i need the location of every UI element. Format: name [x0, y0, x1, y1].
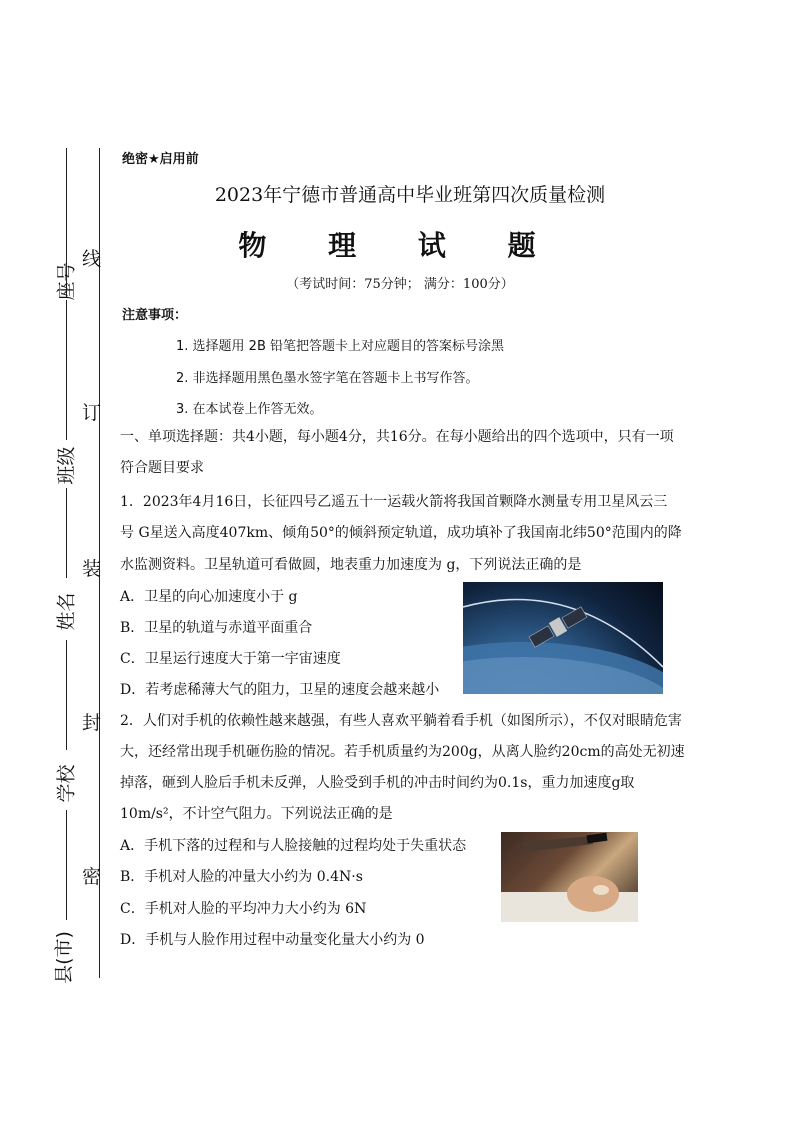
field-class-label: 班级 — [55, 446, 78, 485]
binding-char-ding: 订 — [82, 402, 102, 424]
q2-line: 2．人们对手机的依赖性越来越强，有些人喜欢平躺着看手机（如图所示），不仅对眼睛危害 — [120, 713, 682, 729]
q2-option-c: C．手机对人脸的平均冲力大小约为 6N — [120, 901, 367, 917]
section-text: 一、单项选择题：共4小题，每小题4分，共16分。在每小题给出的四个选项中，只有一项符合题目要求 — [120, 429, 674, 476]
name-blank-line — [66, 488, 67, 578]
q2-option-d: D．手机与人脸作用过程中动量变化量大小约为 0 — [120, 932, 425, 948]
q1-line: 水监测资料。卫星轨道可看做圆，地表重力加速度为 g，下列说法正确的是 — [120, 557, 582, 573]
q1-line: 1．2023年4月16日，长征四号乙遥五十一运载火箭将我国首颗降水测量专用卫星风云三 — [120, 494, 668, 510]
phone-lying-image — [501, 832, 638, 922]
school-blank-line — [66, 640, 67, 750]
subject-title: 物 理 试 题 — [238, 229, 562, 262]
binding-char-feng: 封 — [82, 712, 102, 734]
q2-line: 10m/s²，不计空气阻力。下列说法正确的是 — [120, 806, 393, 822]
q1-line: 号 G星送入高度407km、倾角50°的倾斜预定轨道，成功填补了我国南北纬50°范围内的降 — [120, 525, 682, 541]
satellite-image — [463, 582, 663, 694]
person-with-phone-illustration — [501, 832, 638, 922]
notes-heading: 注意事项： — [122, 308, 188, 323]
binding-char-zhuang: 装 — [82, 558, 102, 580]
county-blank-line — [66, 810, 67, 920]
secret-mark: 绝密★启用前 — [122, 152, 199, 167]
note-item: 2. 非选择题用黑色墨水签字笔在答题卡上书写作答。 — [176, 371, 479, 386]
field-name-label: 姓名 — [55, 592, 78, 631]
q2-line: 大，还经常出现手机砸伤脸的情况。若手机质量约为200g，从离人脸约20cm的高处无初速 — [120, 744, 685, 760]
satellite-illustration — [463, 582, 663, 694]
field-seat-label: 座号 — [55, 262, 78, 301]
field-county-label: 县(市) — [52, 931, 75, 984]
exam-title: 2023年宁德市普通高中毕业班第四次质量检测 — [214, 184, 606, 206]
q1-option-a: A．卫星的向心加速度小于 g — [120, 589, 298, 605]
q1-option-b: B．卫星的轨道与赤道平面重合 — [120, 620, 313, 636]
binding-char-mi: 密 — [82, 866, 102, 888]
class-blank-line — [66, 300, 67, 440]
note-item: 1. 选择题用 2B 铅笔把答题卡上对应题目的答案标号涂黑 — [176, 339, 504, 354]
q1-option-c: C．卫星运行速度大于第一宇宙速度 — [120, 651, 341, 667]
note-item: 3. 在本试卷上作答无效。 — [176, 402, 323, 417]
q2-option-b: B．手机对人脸的冲量大小约为 0.4N·s — [120, 869, 363, 885]
q1-option-d: D．若考虑稀薄大气的阻力，卫星的速度会越来越小 — [120, 682, 440, 698]
field-school-label: 学校 — [55, 764, 78, 803]
q2-option-a: A．手机下落的过程和与人脸接触的过程均处于失重状态 — [120, 838, 467, 854]
exam-info: （考试时间：75分钟； 满分：100分） — [286, 277, 514, 292]
q2-line: 掉落，砸到人脸后手机未反弹，人脸受到手机的冲击时间约为0.1s，重力加速度g取 — [120, 775, 635, 791]
section-heading — [120, 422, 680, 484]
binding-char-xian: 线 — [82, 248, 102, 270]
